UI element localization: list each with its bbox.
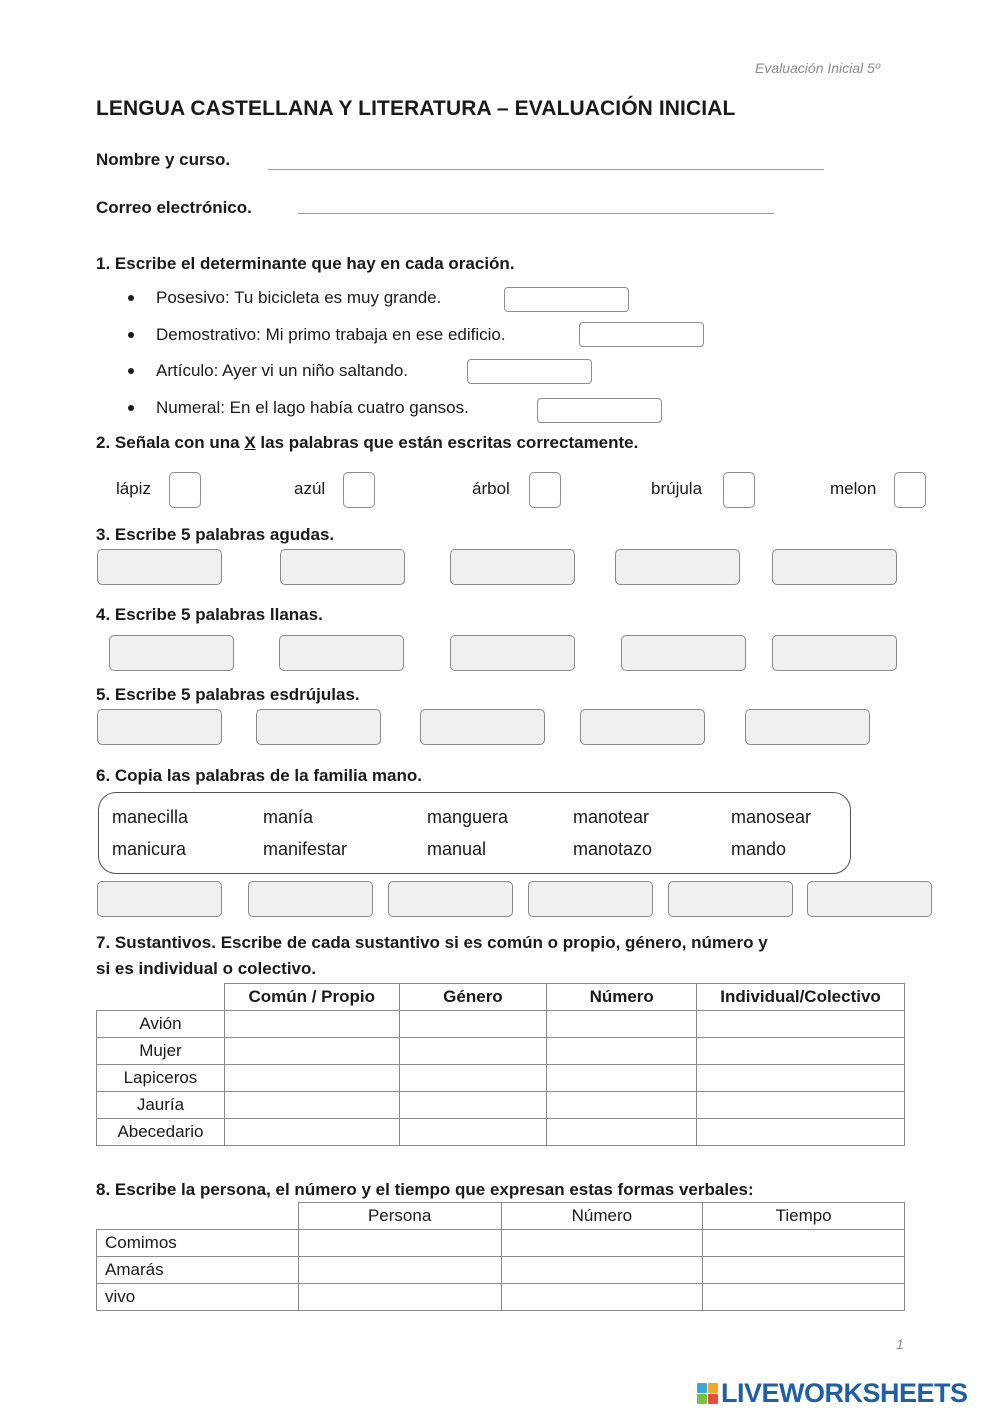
noun-cell[interactable] [224, 1092, 399, 1119]
q2-title-post: las palabras que están escritas correctamente. [255, 433, 639, 452]
q4-answer-box[interactable] [109, 635, 234, 671]
family-word: manicura [112, 839, 187, 859]
family-word: manía [263, 807, 314, 827]
table-row [97, 1230, 905, 1257]
q2-checkbox[interactable] [529, 472, 561, 508]
q2-checkbox[interactable] [343, 472, 375, 508]
verb-cell[interactable] [501, 1230, 703, 1257]
brand-logo[interactable] [697, 1378, 968, 1409]
q6-answer-box[interactable] [807, 881, 932, 917]
nouns-header: Común / Propio [224, 984, 399, 1011]
noun-cell[interactable] [399, 1119, 547, 1146]
q1-item-text: Posesivo: Tu bicicleta es muy grande. [156, 288, 442, 307]
q4-answer-box[interactable] [279, 635, 404, 671]
q3-title: 3. Escribe 5 palabras agudas. [96, 525, 335, 544]
verb-cell[interactable] [298, 1257, 501, 1284]
q2-word: melon [830, 479, 877, 498]
nouns-table [96, 983, 905, 1146]
verbs-table [96, 1202, 905, 1311]
family-word: mando [731, 839, 787, 859]
brand-square [697, 1394, 707, 1404]
q2-checkbox[interactable] [894, 472, 926, 508]
noun-cell[interactable] [697, 1038, 905, 1065]
name-label: Nombre y curso. [96, 150, 231, 169]
verb-label: Comimos [97, 1230, 299, 1257]
q1-answer-box[interactable] [504, 287, 629, 312]
word-family-frame [98, 792, 851, 874]
q2-word: lápiz [116, 479, 151, 498]
family-word: manguera [427, 807, 509, 827]
q1-item-text: Artículo: Ayer vi un niño saltando. [156, 361, 409, 380]
q1-answer-box[interactable] [537, 398, 662, 423]
noun-cell[interactable] [547, 1038, 697, 1065]
verb-label: vivo [97, 1284, 299, 1311]
noun-cell[interactable] [697, 1119, 905, 1146]
verbs-header: Tiempo [703, 1203, 905, 1230]
q3-answer-box[interactable] [97, 549, 222, 585]
noun-cell[interactable] [399, 1038, 547, 1065]
noun-label: Abecedario [97, 1119, 225, 1146]
q6-answer-box[interactable] [388, 881, 513, 917]
table-corner [97, 984, 225, 1011]
family-word: manifestar [263, 839, 348, 859]
brand-square [697, 1383, 707, 1393]
table-corner [97, 1203, 299, 1230]
verb-cell[interactable] [703, 1257, 905, 1284]
table-row [97, 1038, 905, 1065]
noun-cell[interactable] [224, 1011, 399, 1038]
q2-word: azúl [294, 479, 326, 498]
q1-item-text: Numeral: En el lago había cuatro gansos. [156, 398, 469, 417]
family-word: manual [427, 839, 487, 859]
noun-cell[interactable] [547, 1119, 697, 1146]
page-number: 1 [896, 1336, 904, 1352]
table-row [97, 1119, 905, 1146]
q5-answer-box[interactable] [420, 709, 545, 745]
q6-title: 6. Copia las palabras de la familia mano. [96, 766, 422, 785]
q5-answer-box[interactable] [256, 709, 381, 745]
noun-cell[interactable] [224, 1038, 399, 1065]
q4-answer-box[interactable] [621, 635, 746, 671]
brand-name: LIVEWORKSHEETS [721, 1378, 968, 1408]
bullet-icon [128, 295, 134, 301]
q6-answer-box[interactable] [97, 881, 222, 917]
q2-word: brújula [651, 479, 703, 498]
table-row [97, 1257, 905, 1284]
verb-cell[interactable] [703, 1284, 905, 1311]
table-row [97, 1092, 905, 1119]
noun-cell[interactable] [224, 1065, 399, 1092]
q2-checkbox[interactable] [723, 472, 755, 508]
family-word: manosear [731, 807, 812, 827]
page-title: LENGUA CASTELLANA Y LITERATURA – EVALUACIÓN INICIAL [96, 97, 736, 120]
q3-answer-box[interactable] [615, 549, 740, 585]
q4-title: 4. Escribe 5 palabras llanas. [96, 605, 323, 624]
brand-square [708, 1394, 718, 1404]
noun-cell[interactable] [547, 1092, 697, 1119]
q1-item [128, 325, 506, 345]
q4-answer-box[interactable] [450, 635, 575, 671]
verb-cell[interactable] [298, 1230, 501, 1257]
bullet-icon [128, 332, 134, 338]
q1-title: 1. Escribe el determinante que hay en cada oración. [96, 254, 515, 273]
email-label: Correo electrónico. [96, 198, 252, 217]
q8-title: 8. Escribe la persona, el número y el tiempo que expresan estas formas verbales: [96, 1180, 754, 1199]
bullet-icon [128, 405, 134, 411]
q7-title-line1: 7. Sustantivos. Escribe de cada sustantivo si es común o propio, género, número y [96, 933, 768, 952]
q7-title-line2: si es individual o colectivo. [96, 959, 317, 978]
noun-cell[interactable] [697, 1092, 905, 1119]
verbs-header: Persona [298, 1203, 501, 1230]
header-note: Evaluación Inicial 5º [755, 60, 880, 76]
q1-item [128, 398, 469, 418]
q2-word: árbol [472, 479, 510, 498]
verbs-header: Número [501, 1203, 703, 1230]
nouns-header: Género [399, 984, 547, 1011]
family-word: manotazo [573, 839, 653, 859]
q1-answer-box[interactable] [579, 322, 704, 347]
q2-title [96, 433, 638, 453]
email-line[interactable] [298, 213, 774, 214]
name-line[interactable] [268, 169, 824, 170]
q1-item [128, 361, 408, 381]
family-word: manecilla [112, 807, 189, 827]
family-word: manotear [573, 807, 650, 827]
q6-answer-box[interactable] [668, 881, 793, 917]
q3-answer-box[interactable] [450, 549, 575, 585]
q1-item [128, 288, 441, 308]
noun-cell[interactable] [547, 1065, 697, 1092]
noun-cell[interactable] [697, 1065, 905, 1092]
noun-label: Jauría [97, 1092, 225, 1119]
q6-answer-box[interactable] [528, 881, 653, 917]
q3-answer-box[interactable] [280, 549, 405, 585]
brand-square [708, 1383, 718, 1393]
table-row [97, 1011, 905, 1038]
bullet-icon [128, 368, 134, 374]
noun-cell[interactable] [547, 1011, 697, 1038]
noun-cell[interactable] [399, 1011, 547, 1038]
noun-cell[interactable] [399, 1092, 547, 1119]
q5-title: 5. Escribe 5 palabras esdrújulas. [96, 685, 360, 704]
nouns-header: Número [547, 984, 697, 1011]
q6-answer-box[interactable] [248, 881, 373, 917]
noun-label: Mujer [97, 1038, 225, 1065]
noun-cell[interactable] [697, 1011, 905, 1038]
q4-answer-box[interactable] [772, 635, 897, 671]
q5-answer-box[interactable] [97, 709, 222, 745]
verb-cell[interactable] [501, 1257, 703, 1284]
verb-label: Amarás [97, 1257, 299, 1284]
noun-label: Avión [97, 1011, 225, 1038]
q5-answer-box[interactable] [745, 709, 870, 745]
noun-cell[interactable] [399, 1065, 547, 1092]
verb-cell[interactable] [501, 1284, 703, 1311]
q1-item-text: Demostrativo: Mi primo trabaja en ese edificio. [156, 325, 506, 344]
verb-cell[interactable] [298, 1284, 501, 1311]
table-row [97, 1284, 905, 1311]
table-row [97, 1065, 905, 1092]
q3-answer-box[interactable] [772, 549, 897, 585]
q2-title-pre: 2. Señala con una [96, 433, 245, 452]
noun-label: Lapiceros [97, 1065, 225, 1092]
brand-squares-icon [697, 1383, 718, 1404]
nouns-header: Individual/Colectivo [697, 984, 905, 1011]
q2-title-x: X [244, 433, 256, 452]
q2-checkbox[interactable] [169, 472, 201, 508]
q5-answer-box[interactable] [580, 709, 705, 745]
q1-answer-box[interactable] [467, 359, 592, 384]
noun-cell[interactable] [224, 1119, 399, 1146]
verb-cell[interactable] [703, 1230, 905, 1257]
